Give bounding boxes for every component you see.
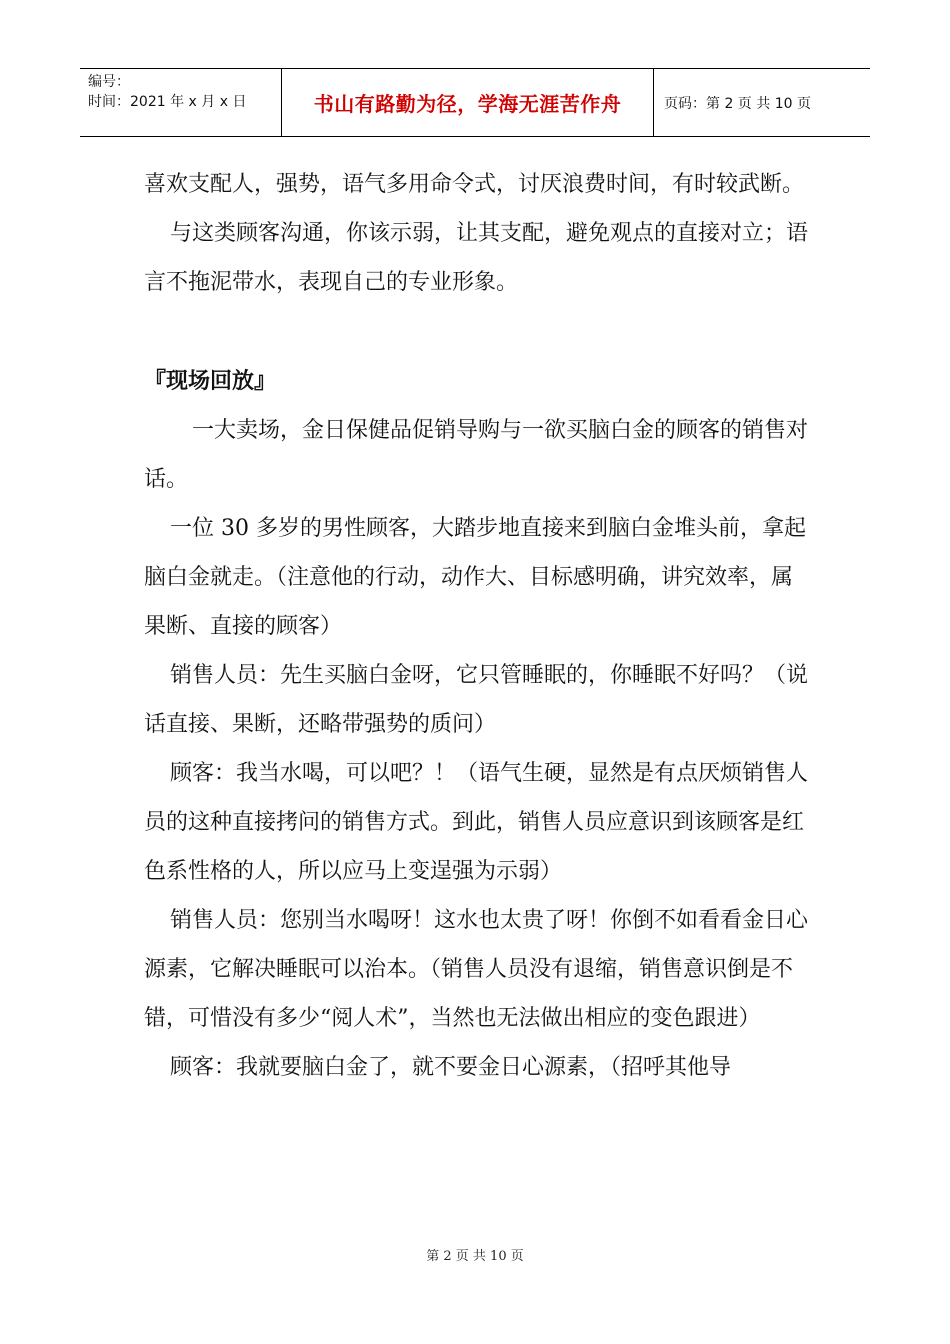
header-motto-cell <box>282 69 654 136</box>
page-footer <box>0 1245 950 1264</box>
paragraph: 销售人员：先生买脑白金呀，它只管睡眠的，你睡眠不好吗？（说话直接、果断，还略带强势的质问） <box>144 663 809 737</box>
section-title: 『现场回放』 <box>144 368 277 394</box>
paragraph: 与这类顾客沟通，你该示弱，让其支配，避免观点的直接对立；语言不拖泥带水，表现自己的专业形象。 <box>144 221 809 295</box>
time-label: 时间：2021 年 x 月 x 日 <box>88 94 247 110</box>
header-meta <box>80 69 282 136</box>
number-label: 编号： <box>88 74 130 90</box>
paragraph: 顾客：我当水喝，可以吧？！（语气生硬，显然是有点厌烦销售人员的这种直接拷问的销售方式。到此，销售人员应意识到该顾客是红色系性格的人，所以应马上变逞强为示弱） <box>144 761 809 884</box>
paragraph: 一大卖场，金日保健品促销导购与一欲买脑白金的顾客的销售对话。 <box>144 418 809 492</box>
header-page-info <box>654 69 870 136</box>
page-header <box>80 68 870 137</box>
footer-page-number: 第 2 页 共 10 页 <box>426 1249 524 1264</box>
paragraph: 喜欢支配人，强势，语气多用命令式，讨厌浪费时间，有时较武断。 <box>144 172 805 197</box>
paragraph: 顾客：我就要脑白金了，就不要金日心源素，（招呼其他导 <box>170 1055 732 1080</box>
document-body <box>144 160 812 1092</box>
motto-text: 书山有路勤为径，学海无涯苦作舟 <box>313 92 622 116</box>
page-info-text: 页码：第 2 页 共 10 页 <box>664 95 811 112</box>
paragraph: 销售人员：您别当水喝呀！这水也太贵了呀！你倒不如看看金日心源素，它解决睡眠可以治本。（销售人员没有退缩，销售意识倒是不错，可惜没有多少“阅人术”，当然也无法做出相应的变色跟进） <box>144 908 809 1031</box>
paragraph: 一位 30 多岁的男性顾客，大踏步地直接来到脑白金堆头前，拿起脑白金就走。（注意他的行动，动作大、目标感明确，讲究效率，属果断、直接的顾客） <box>144 516 806 639</box>
